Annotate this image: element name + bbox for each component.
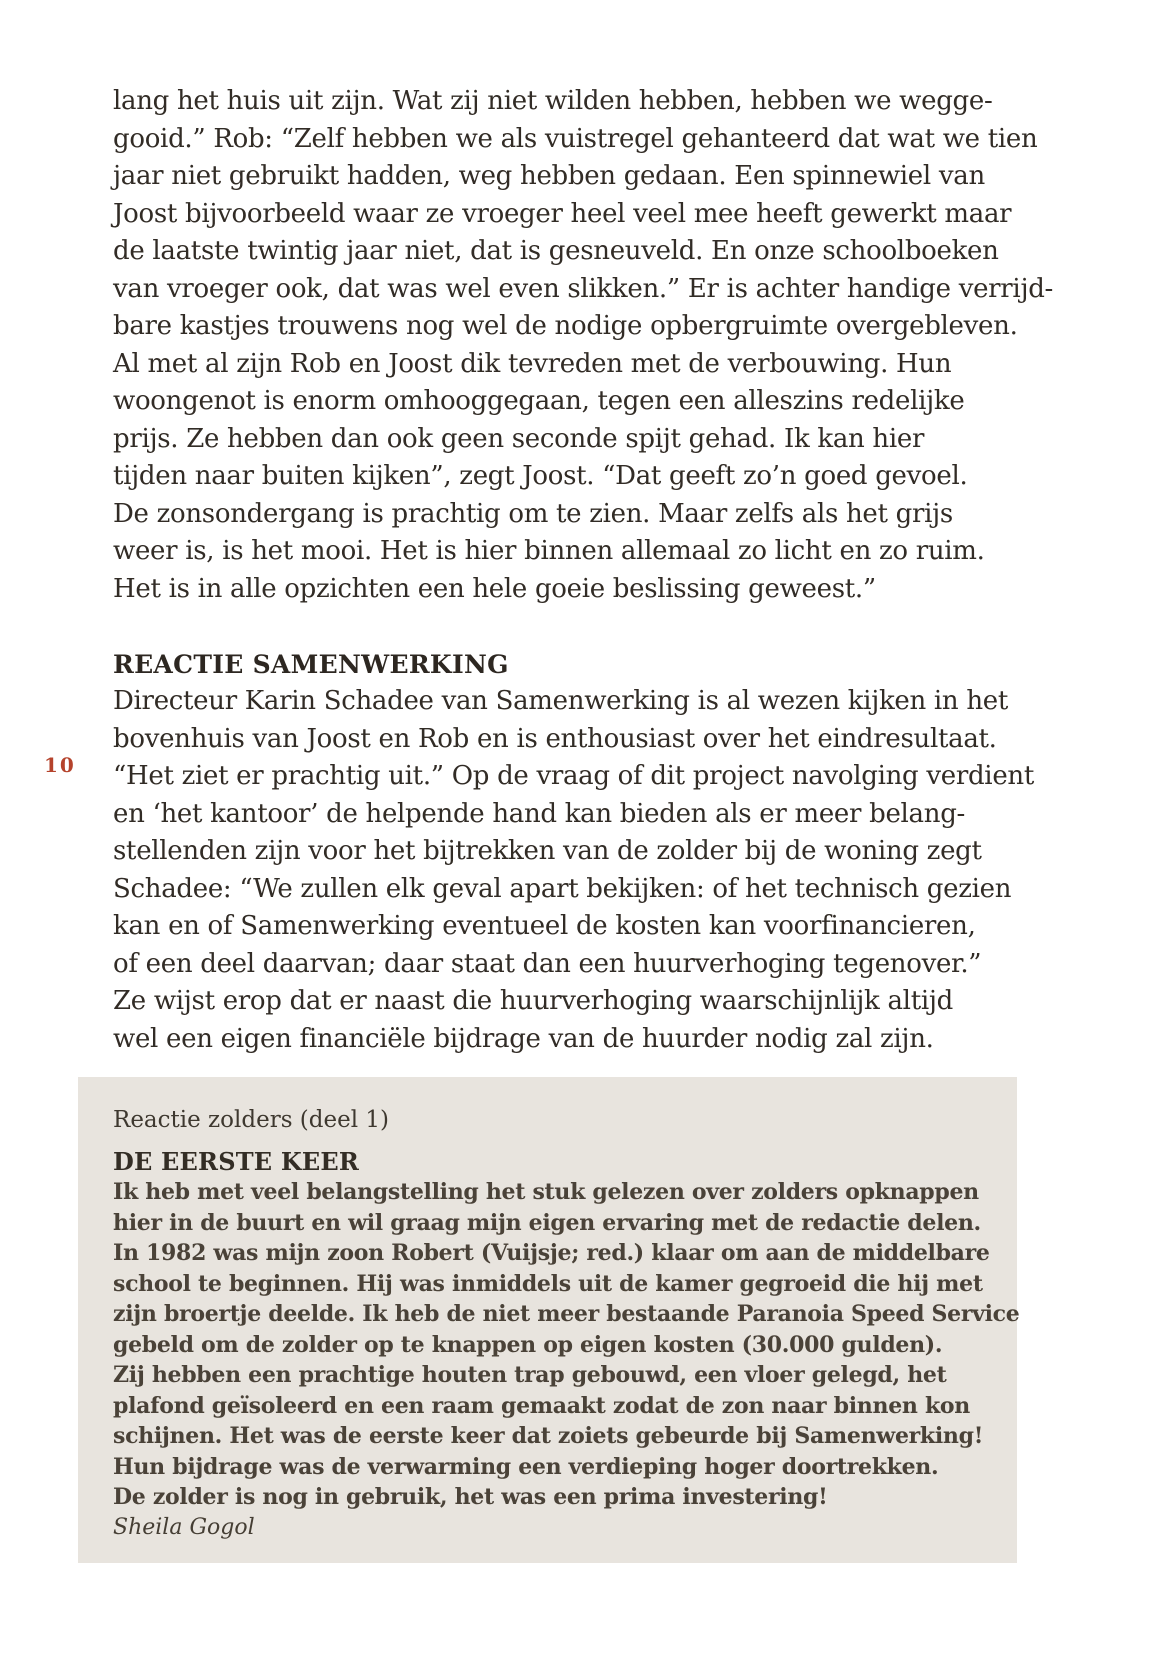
page-number: 10 (44, 753, 76, 777)
text-line: zijn broertje deelde. Ik heb de niet meer bestaande Paranoia Speed Service (113, 1301, 1020, 1327)
text-line: plafond geïsoleerd en een raam gemaakt zodat de zon naar binnen kon (113, 1392, 970, 1419)
text-line: en ‘het kantoor’ de helpende hand kan bieden als er meer belang- (113, 798, 966, 829)
text-line: In 1982 was mijn zoon Robert (Vuijsje; red.) klaar om aan de middelbare (113, 1240, 990, 1266)
article-text-column (113, 83, 1054, 1058)
text-line: gooid.” Rob: “Zelf hebben we als vuistregel gehanteerd dat wat we tien (113, 123, 1038, 154)
text-line: Al met al zijn Rob en Joost dik tevreden met de verbouwing. Hun (113, 348, 952, 379)
reaction-box-body (113, 1177, 1020, 1513)
text-line: woongenot is enorm omhooggegaan, tegen een alleszins redelijke (113, 386, 965, 416)
text-line: De zolder is nog in gebruik, het was een prima investering! (113, 1484, 828, 1510)
text-line: Ze wijst erop dat er naast die huurverhoging waarschijnlijk altijd (113, 986, 953, 1016)
text-line: Directeur Karin Schadee van Samenwerking is al wezen kijken in het (113, 686, 1009, 716)
text-line: bare kastjes trouwens nog wel de nodige opbergruimte overgebleven. (113, 311, 1018, 341)
text-line: weer is, is het mooi. Het is hier binnen allemaal zo licht en zo ruim. (113, 536, 985, 566)
text-line: Joost bijvoorbeeld waar ze vroeger heel veel mee heeft gewerkt maar (113, 198, 1012, 229)
text-line: prijs. Ze hebben dan ook geen seconde spijt gehad. Ik kan hier (113, 423, 925, 454)
text-line: bovenhuis van Joost en Rob en is enthousiast over het eindresultaat. (113, 723, 997, 754)
text-line: of een deel daarvan; daar staat dan een huurverhoging tegenover.” (113, 948, 982, 979)
article-paragraph (113, 83, 1054, 608)
text-line: jaar niet gebruikt hadden, weg hebben gedaan. Een spinnewiel van (113, 161, 985, 191)
text-line: Ik heb met veel belangstelling het stuk gelezen over zolders opknappen (113, 1179, 979, 1205)
section-paragraph (113, 683, 1041, 1058)
text-line: Schadee: “We zullen elk geval apart bekijken: of het technisch gezien (113, 873, 1012, 904)
reaction-box-label: Reactie zolders (deel 1) (113, 1107, 389, 1133)
text-line: Hun bijdrage was de verwarming een verdieping hoger doortrekken. (113, 1453, 939, 1480)
reaction-box (78, 1077, 1020, 1563)
text-line: schijnen. Het was de eerste keer dat zoiets gebeurde bij Samenwerking! (113, 1423, 984, 1449)
text-line: van vroeger ook, dat was wel even slikken.” Er is achter handige verrijd- (113, 273, 1054, 304)
text-line: tijden naar buiten kijken”, zegt Joost. “Dat geeft zo’n goed gevoel. (113, 461, 968, 491)
text-line: “Het ziet er prachtig uit.” Op de vraag of dit project navolging verdient (113, 761, 1035, 791)
text-line: hier in de buurt en wil graag mijn eigen ervaring met de redactie delen. (113, 1209, 981, 1236)
text-line: wel een eigen financiële bijdrage van de huurder nodig zal zijn. (113, 1023, 934, 1054)
reaction-box-heading: DE EERSTE KEER (113, 1146, 360, 1176)
section-heading: REACTIE SAMENWERKING (113, 649, 509, 679)
text-line: stellenden zijn voor het bijtrekken van de zolder bij de woning zegt (113, 836, 982, 866)
text-line: kan en of Samenwerking eventueel de kosten kan voorfinancieren, (113, 911, 976, 941)
text-line: de laatste twintig jaar niet, dat is gesneuveld. En onze schoolboeken (113, 236, 999, 266)
text-line: De zonsondergang is prachtig om te zien. Maar zelfs als het grijs (113, 498, 953, 529)
reaction-box-signature: Sheila Gogol (113, 1514, 255, 1540)
text-line: gebeld om de zolder op te knappen op eigen kosten (30.000 gulden). (113, 1331, 943, 1358)
text-line: school te beginnen. Hij was inmiddels uit de kamer gegroeid die hij met (113, 1270, 983, 1297)
text-line: lang het huis uit zijn. Wat zij niet wilden hebben, hebben we wegge- (113, 86, 993, 116)
text-line: Het is in alle opzichten een hele goeie beslissing geweest.” (113, 573, 876, 604)
text-line: Zij hebben een prachtige houten trap gebouwd, een vloer gelegd, het (113, 1362, 947, 1388)
